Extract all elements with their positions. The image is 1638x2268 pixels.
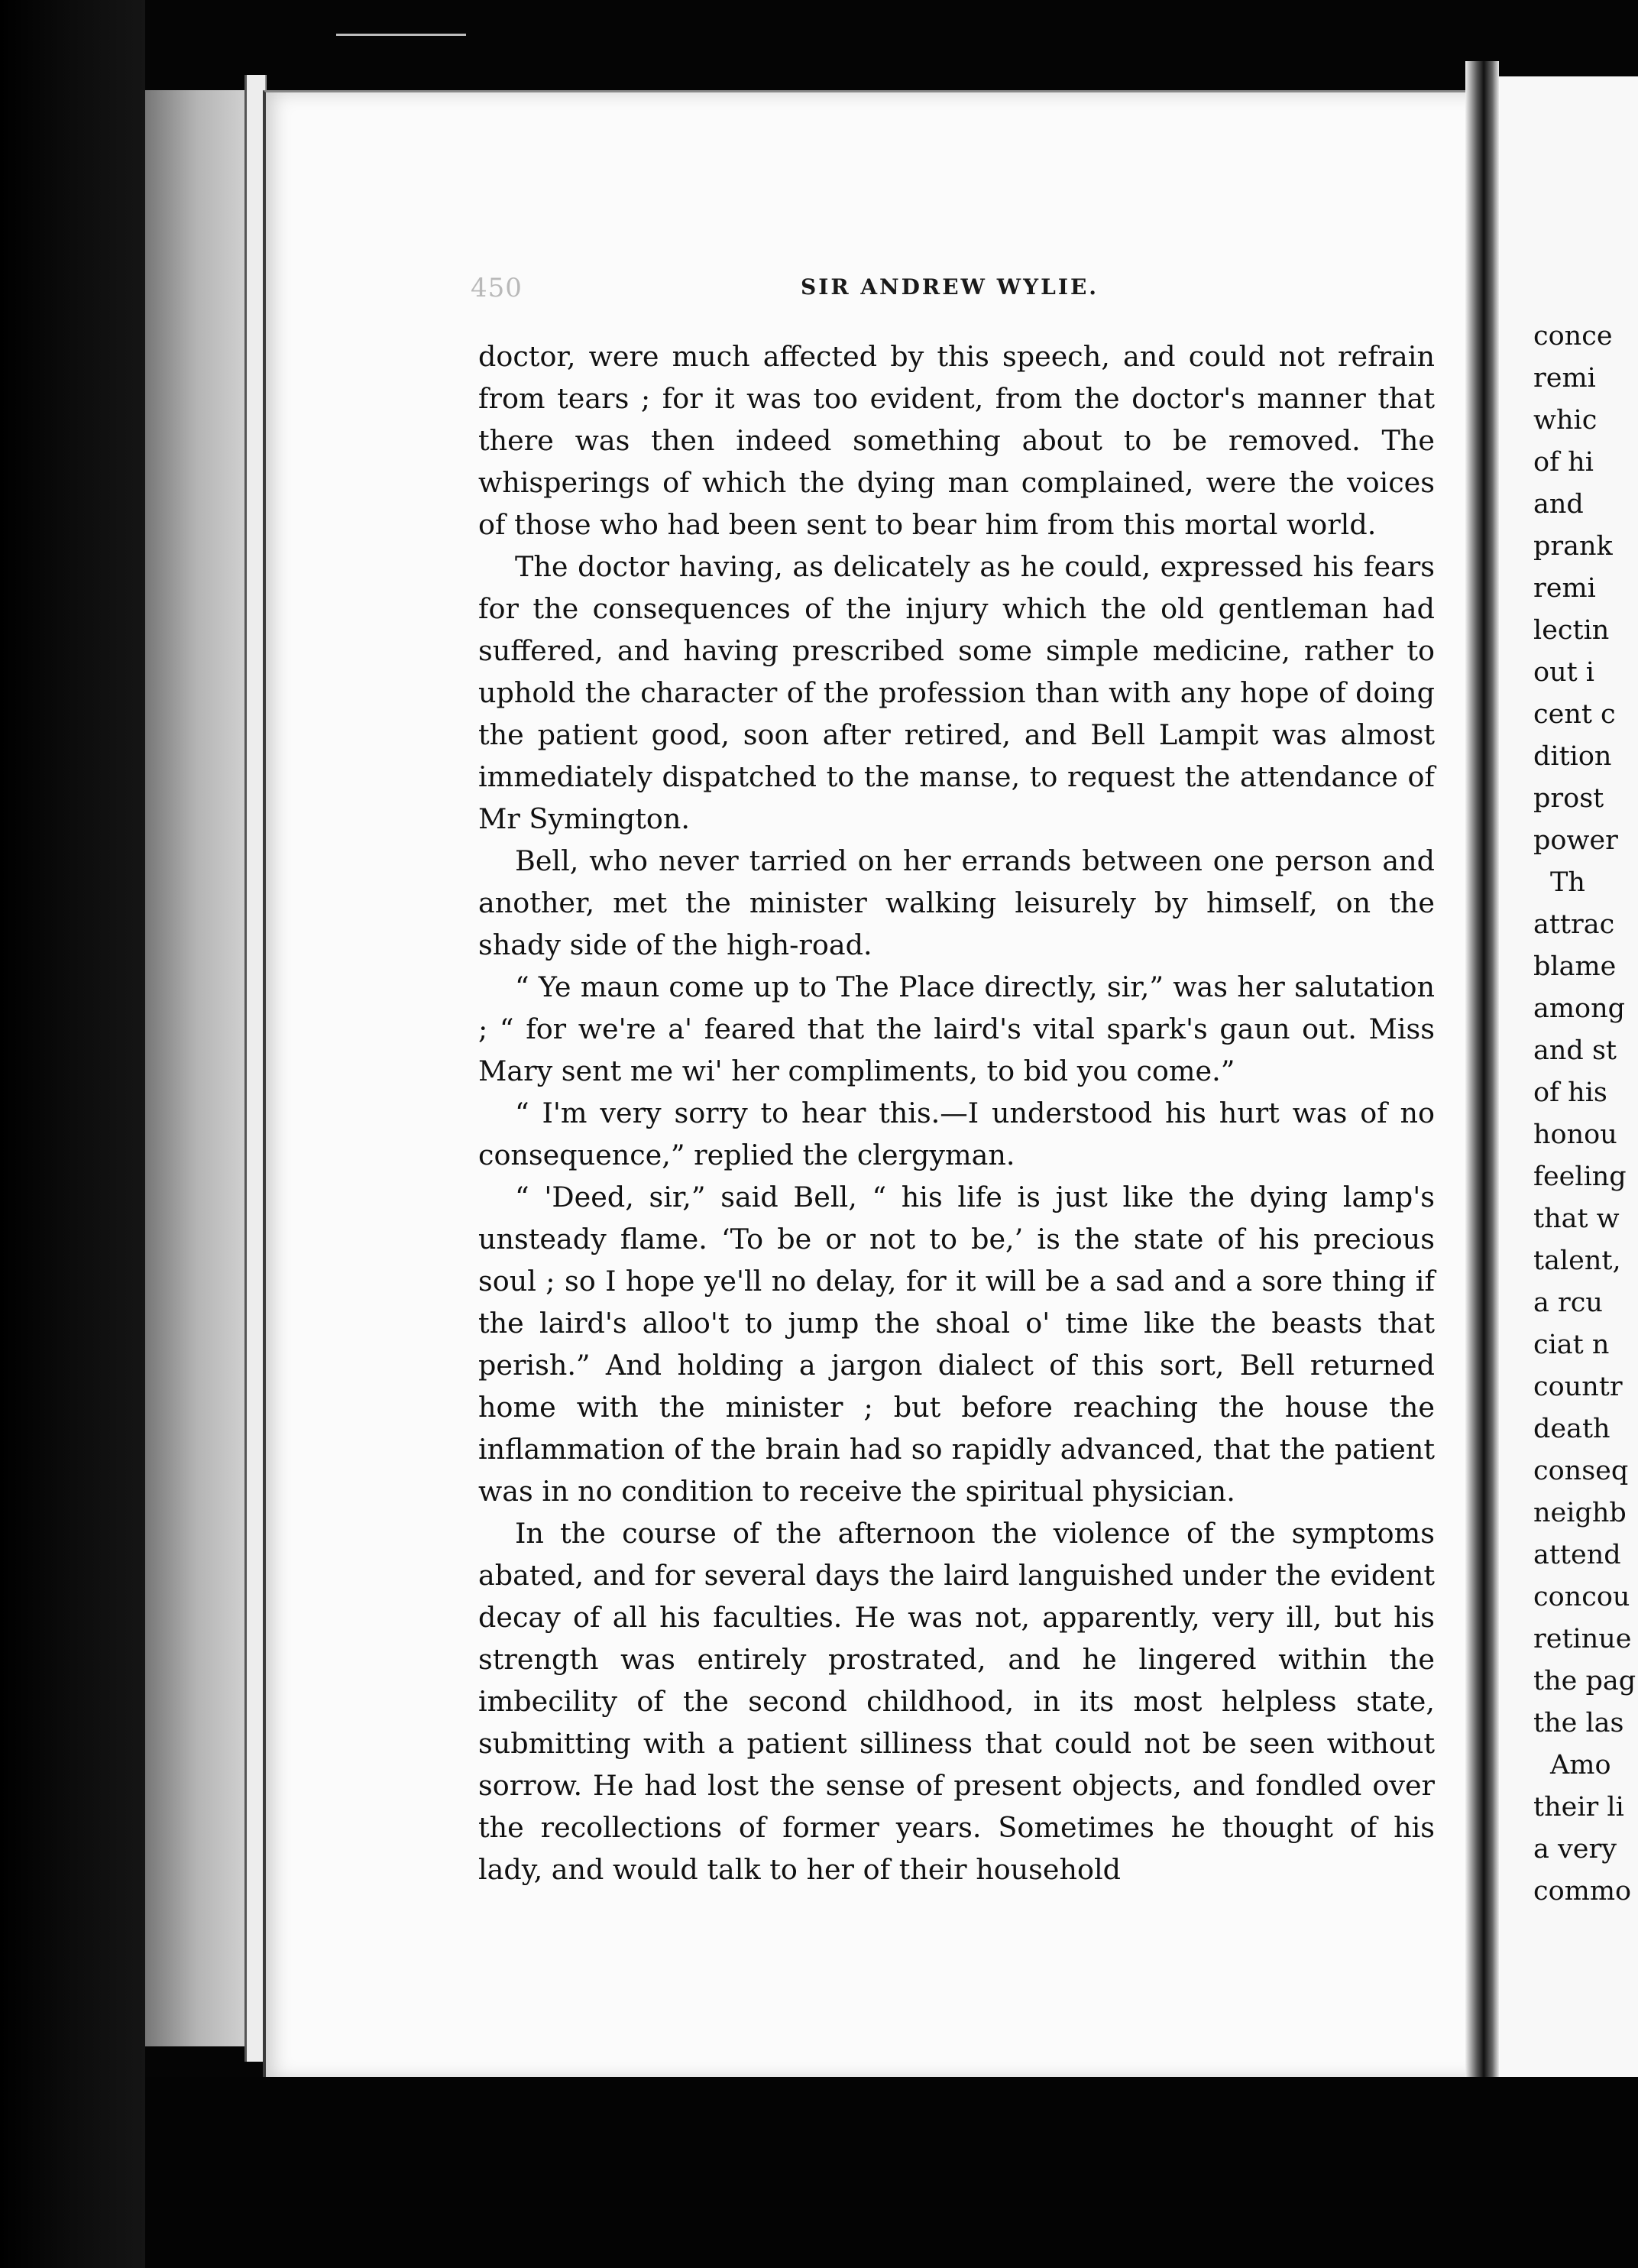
facing-line: dition: [1533, 741, 1612, 772]
facing-line: Amo: [1550, 1750, 1611, 1780]
facing-line: the las: [1533, 1708, 1624, 1738]
facing-line: remi: [1533, 573, 1596, 604]
facing-line: prost: [1533, 783, 1604, 814]
facing-line: that w: [1533, 1204, 1620, 1234]
facing-line: conce: [1533, 321, 1613, 352]
page-body-text: [478, 335, 1435, 1891]
paragraph: The doctor having, as delicately as he could, expressed his fears for the consequences of the injury which the old gentleman had suffered, and having prescribed some simple medicine, rather to uphold the character of the profession than with any hope of doing the patient good, soon after retired, and Bell Lampit was almost immediately dispatched to the manse, to request the attendance of Mr Symington.: [478, 550, 1435, 835]
facing-line: honou: [1533, 1119, 1617, 1150]
paragraph: “ I'm very sorry to hear this.—I understood his hurt was of no consequence,” replied the clergyman.: [478, 1097, 1435, 1171]
facing-page-text: [1533, 316, 1636, 1913]
facing-line: talent,: [1533, 1246, 1621, 1276]
book-binding-shadow: [0, 0, 145, 2268]
facing-line: of his: [1533, 1077, 1607, 1108]
paragraph: Bell, who never tarried on her errands between one person and another, met the minister walking leisurely by himself, on the shady side of the high-road.: [478, 844, 1435, 961]
facing-line: attrac: [1533, 909, 1615, 940]
facing-line: of hi: [1533, 447, 1594, 478]
facing-line: death: [1533, 1414, 1610, 1444]
facing-line: prank: [1533, 531, 1613, 562]
facing-line: concou: [1533, 1582, 1630, 1612]
facing-line: remi: [1533, 363, 1596, 394]
facing-line: their li: [1533, 1792, 1624, 1823]
left-page: [263, 90, 1478, 2079]
facing-line: a rcu: [1533, 1288, 1603, 1318]
facing-line: feeling: [1533, 1162, 1627, 1192]
facing-line: countr: [1533, 1372, 1623, 1402]
facing-line: blame: [1533, 951, 1617, 982]
paragraph: doctor, were much affected by this speech, and could not refrain from tears ; for it was too evident, from the doctor's manner that there was then indeed something about to be removed. The whisperings of which the dying man complained, were the voices of those who had been sent to bear him from this mortal world.: [478, 340, 1435, 541]
facing-line: the pag: [1533, 1666, 1636, 1696]
facing-line: commo: [1533, 1876, 1632, 1907]
facing-line: a very: [1533, 1834, 1617, 1865]
facing-line: and: [1533, 489, 1584, 520]
paragraph: “ 'Deed, sir,” said Bell, “ his life is just like the dying lamp's unsteady flame. ‘To be or not to be,’ is the state of his precious soul ; so I hope ye'll no delay, for it will be a sad and a sore thing if the laird's alloo't to jump the shoal o' time like the beasts that perish.” And holding a jargon dialect of this sort, Bell returned home with the minister ; but before reaching the house the inflammation of the brain had so rapidly advanced, that the patient was in no condition to receive the spiritual physician.: [478, 1181, 1435, 1508]
paragraph: In the course of the afternoon the violence of the symptoms abated, and for several days the laird languished under the evident decay of all his faculties. He was not, apparently, very ill, but his strength was entirely prostrated, and he lingered within the imbecility of the second childhood, in its most helpless state, submitting with a patient silliness that could not be seen without sorrow. He had lost the sense of present objects, and fondled over the recollections of former years. Sometimes he thought of his lady, and would talk to her of their household: [478, 1517, 1435, 1886]
facing-line: neighb: [1533, 1498, 1627, 1528]
facing-page: [1499, 76, 1638, 2078]
facing-line: Th: [1550, 867, 1585, 898]
underlying-page-edge: [145, 90, 260, 2046]
scan-artifact-line: [336, 34, 466, 36]
facing-line: ciat n: [1533, 1330, 1610, 1360]
facing-line: whic: [1533, 405, 1598, 436]
facing-line: out i: [1533, 657, 1594, 688]
paragraph: “ Ye maun come up to The Place directly, sir,” was her salutation ; “ for we're a' feared that the laird's vital spark's gaun out. Miss Mary sent me wi' her compliments, to bid you come.”: [478, 970, 1435, 1087]
facing-line: lectin: [1533, 615, 1610, 646]
book-gutter: [1465, 61, 1499, 2078]
facing-line: conseq: [1533, 1456, 1629, 1486]
facing-line: attend: [1533, 1540, 1621, 1570]
scan-bottom-shadow: [145, 2077, 1638, 2268]
running-title: SIR ANDREW WYLIE.: [801, 274, 1099, 300]
facing-line: and st: [1533, 1035, 1617, 1066]
facing-line: cent c: [1533, 699, 1616, 730]
page-number: 450: [471, 273, 523, 303]
facing-line: among: [1533, 993, 1626, 1024]
facing-line: retinue: [1533, 1624, 1632, 1654]
facing-line: power: [1533, 825, 1618, 856]
